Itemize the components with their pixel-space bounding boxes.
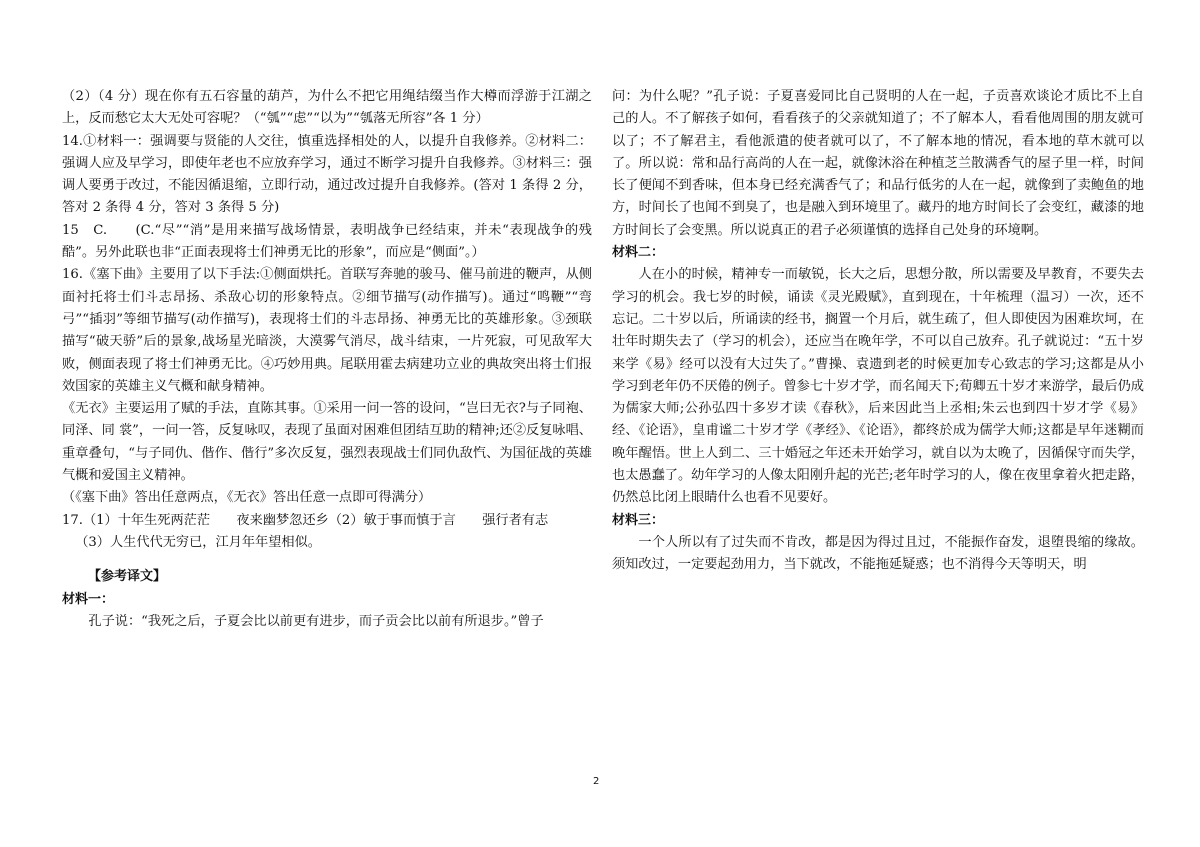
- material-1-heading: 材料一：: [62, 591, 115, 607]
- reference-translation-heading: 【参考译文】: [88, 569, 167, 585]
- material-1-text-start: 孔子说：“我死之后，子夏会比以前更有进步，而子贡会比以前有所退步。”曾子: [88, 613, 544, 629]
- answer-16-saixiaqu: 16.《塞下曲》主要用了以下手法:①侧面烘托。首联写奔驰的骏马、催马前进的鞭声，从侧面衬托将士们斗志昂扬、杀敌心切的形象特点。②细节描写(动作描写)。通过“鸣鞭”“弯弓”“插羽”等细节描写(动作描写)，表现将士们的斗志昂扬、神勇无比的英雄形象。③颈联描写“破天骄”后的景象,战场星光暗淡，大漠雾气消尽，战斗结束，一片死寂，可见敌军大败，侧面表现了将士们神勇无比。④巧妙用典。尾联用霍去病建功立业的典故突出将士们报效国家的英雄主义气概和献身精神。: [62, 267, 592, 394]
- answer-16-note: （《塞下曲》答出任意两点，《无衣》答出任意一点即可得满分）: [62, 490, 432, 506]
- material-3-text: 一个人所以有了过失而不肯改，都是因为得过且过，不能振作奋发，退堕畏缩的缘故。须知改过，一定要起劲用力，当下就改，不能拖延疑惑；也不消得今天等明天，明: [612, 534, 1144, 573]
- page-number: 2: [593, 776, 600, 787]
- left-column: [62, 86, 592, 633]
- material-2-heading: 材料二：: [612, 245, 665, 261]
- answer-17-line1: 17.（1）十年生死两茫茫 夜来幽梦忽还乡（2）敏于事而慎于言 强行者有志: [62, 512, 549, 528]
- material-1-text-cont: 问：为什么呢？”孔子说：子夏喜爱同比自己贤明的人在一起，子贡喜欢谈论才质比不上自己的人。不了解孩子如何，看看孩子的父亲就知道了；不了解本人，看看他周围的朋友就可以了；不了解君主，看他派遣的使者就可以了，不了解本地的情况，看本地的草木就可以了。所以说：常和品行高尚的人在一起，就像沐浴在种植芝兰散满香气的屋子里一样，时间长了便闻不到香味，但本身已经充满香气了；和品行低劣的人在一起，就像到了卖鲍鱼的地方，时间长了也闻不到臭了，也是融入到环境里了。藏丹的地方时间长了会变红，藏漆的地方时间长了会变黑。所以说真正的君子必须谨慎的选择自己处身的环境啊。: [612, 89, 1144, 238]
- material-2-text: 人在小的时候，精神专一而敏锐，长大之后，思想分散，所以需要及早教育，不要失去学习的机会。我七岁的时候，诵读《灵光殿赋》，直到现在，十年梳理（温习）一次，还不忘记。二十岁以后，所诵读的经书，搁置一个月后，就生疏了，但人即使因为困难坎坷，在壮年时期失去了（学习的机会），还应当在晚年学，不可以自己放弃。孔子就说过：“五十岁来学《易》经可以没有大过失了。”曹操、袁遗到老的时候更加专心致志的学习;这都是从小学习到老年仍不厌倦的例子。曾参七十岁才学，而名闻天下;荀卿五十岁才来游学，最后仍成为儒家大师;公孙弘四十多岁才读《春秋》，后来因此当上丞相;朱云也到四十岁才学《易》经、《论语》，皇甫谧二十岁才学《孝经》、《论语》，都终於成为儒学大师;这都是早年迷糊而晚年醒悟。世上人到二、三十婚冠之年还未开始学习，就自以为太晚了，因循保守而失学，也太愚蠢了。幼年学习的人像太阳刚升起的光芒;老年时学习的人，像在夜里拿着火把走路，仍然总比闭上眼睛什么也看不见要好。: [612, 267, 1144, 506]
- answer-17-line2: （3）人生代代无穷已，江月年年望相似。: [75, 534, 321, 550]
- answer-13-2: （2）（4 分）现在你有五石容量的葫芦，为什么不把它用绳结缀当作大樽而浮游于江湖之上，反而愁它太大无处可容呢？（“瓠”“虑”“以为”“瓠落无所容”各 1 分）: [62, 89, 592, 127]
- answer-15: 15 C. (C.“尽”“消”是用来描写战场情景，表明战争已经结束，并未“表现战争的残酷”。另外此联也非“正面表现将士们神勇无比的形象”，而应是“侧面”。）: [62, 222, 592, 261]
- right-column: [612, 86, 1144, 577]
- material-3-heading: 材料三：: [612, 512, 665, 528]
- answer-14: 14.①材料一：强调要与贤能的人交往，慎重选择相处的人，以提升自我修养。②材料二：强调人应及早学习，即使年老也不应放弃学习，通过不断学习提升自我修养。③材料三：强调人要勇于改过，不能因循退缩，立即行动，通过改过提升自我修养。(答对 1 条得 2 分，答对 2 条得 4 分，答对 3 条得 5 分): [62, 133, 592, 216]
- answer-16-wuyi: 《无衣》主要运用了赋的手法，直陈其事。①采用一问一答的设问，“岂曰无衣?与子同袍、同泽、同 裳”，一问一答，反复咏叹，表现了虽面对困难但团结互助的精神;还②反复咏唱、重章叠句，“与子同仇、偕作、偕行”多次反复，强烈表现战士们同仇敌忾、为国征战的英雄气概和爱国主义精神。: [62, 401, 592, 484]
